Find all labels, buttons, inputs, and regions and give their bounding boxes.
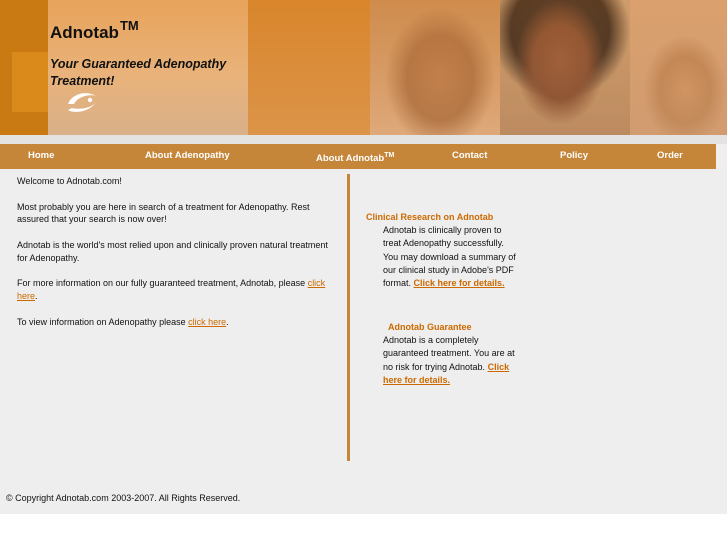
brand-logo[interactable] (50, 18, 139, 43)
nav-contact-label: Contact (452, 150, 488, 161)
banner-block-accent (12, 52, 48, 112)
welcome-text: Welcome to Adnotab.com! (17, 176, 122, 186)
guarantee-details-link[interactable]: Click here for details. (383, 361, 510, 385)
intro-column (17, 175, 335, 341)
guarantee-heading: Adnotab Guarantee (388, 322, 472, 332)
intro-paragraph: Most probably you are here in search of a treatment for Adenopathy. Rest assured that your search is now over! (17, 201, 310, 225)
more-info-paragraph (17, 277, 335, 303)
more-info-end: . (35, 291, 38, 302)
brand-tagline: Your Guaranteed Adenopathy Treatment! (50, 57, 227, 88)
column-divider (347, 174, 350, 461)
nav-right-gap (716, 144, 727, 169)
adenopathy-info-text: To view information on Adenopathy please (17, 316, 186, 327)
nav-order[interactable] (657, 144, 683, 169)
adenopathy-info-paragraph (17, 316, 335, 329)
nav-policy-label: Policy (560, 150, 588, 161)
nav-order-label: Order (657, 150, 683, 161)
guarantee-text: Adnotab is a completely guaranteed treatment. You are at no risk for trying Adnotab. (383, 335, 515, 372)
nav-about-adenopathy[interactable] (145, 144, 230, 169)
nav-about-adnotab-label: About Adnotab (316, 153, 385, 164)
adenopathy-info-end: . (226, 316, 229, 327)
nav-policy[interactable] (560, 144, 588, 169)
brand-name: Adnotab (50, 23, 119, 42)
research-heading: Clinical Research on Adnotab (366, 212, 494, 222)
nav-about-adnotab[interactable] (316, 144, 394, 169)
research-body (383, 224, 518, 290)
adnotab-paragraph: Adnotab is the world's most relied upon and clinically proven natural treatment for Adenopathy. (17, 239, 328, 263)
main-content (0, 169, 727, 514)
adnotab-info-link[interactable]: click here (17, 278, 326, 302)
nav-about-adenopathy-label: About Adenopathy (145, 150, 230, 161)
swirl-logo-icon (64, 86, 100, 116)
main-nav (0, 144, 716, 169)
more-info-text: For more information on our fully guaranteed treatment, Adnotab, please (17, 278, 306, 289)
research-text: Adnotab is clinically proven to treat Adenopathy successfully. You may download a summary of our clinical study in Adobe's PDF format. (383, 225, 516, 289)
nav-home[interactable] (28, 144, 54, 169)
banner-overlay (370, 0, 727, 135)
header-banner (0, 0, 727, 135)
nav-about-adnotab-trademark: TM (384, 152, 395, 159)
nav-contact[interactable] (452, 144, 487, 169)
nav-home-label: Home (28, 150, 55, 161)
adenopathy-info-link[interactable]: click here (188, 316, 227, 327)
banner-block-mid (248, 0, 370, 135)
header-gap (0, 135, 727, 144)
guarantee-body (383, 334, 518, 387)
research-details-link[interactable]: Click here for details. (413, 278, 505, 289)
bottom-strip (0, 514, 727, 545)
brand-trademark: TM (119, 18, 139, 33)
copyright-text: © Copyright Adnotab.com 2003-2007. All Rights Reserved. (6, 493, 241, 503)
